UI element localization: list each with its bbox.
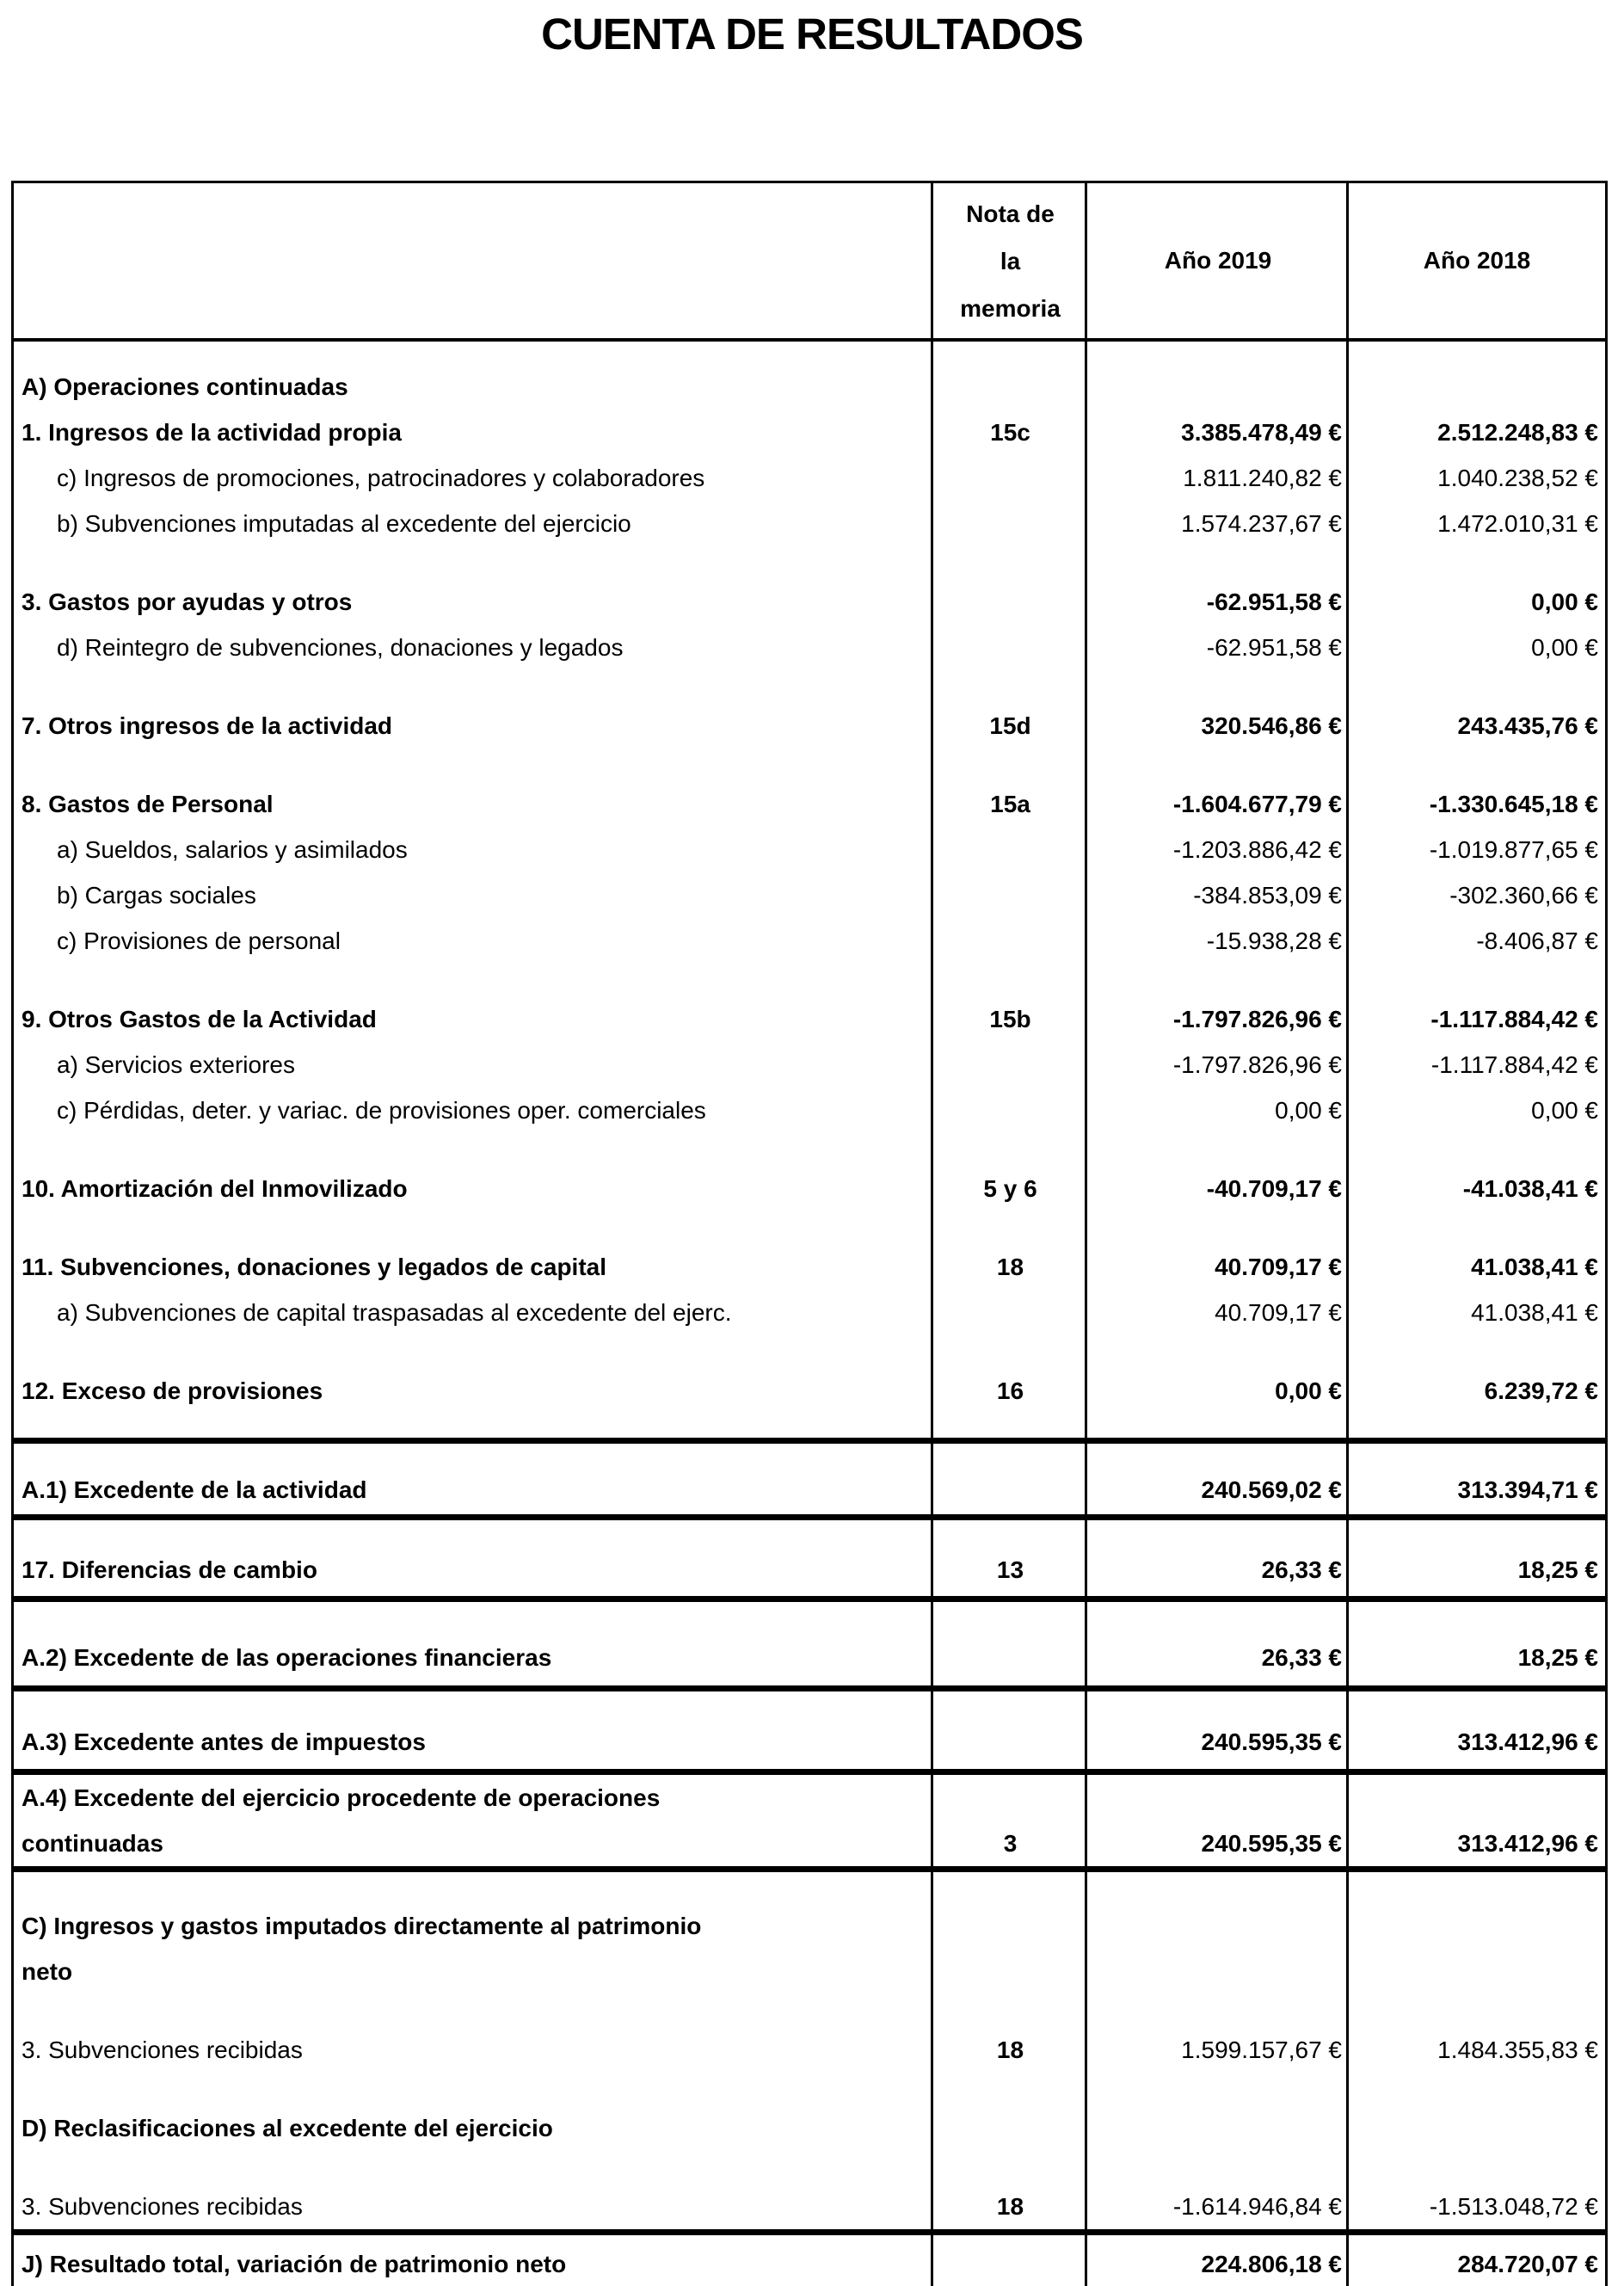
value-2019-cell: 320.546,86 € [1201, 712, 1342, 739]
value-2019-cell: -1.614.946,84 € [1172, 2192, 1342, 2220]
section-operaciones-continuadas [14, 342, 1605, 1444]
header-empty-cell [14, 183, 933, 338]
note-cell [933, 1635, 1087, 1680]
value-2019-cell: 0,00 € [1275, 1096, 1342, 1124]
row-label: a) Servicios exteriores [57, 1051, 295, 1078]
row-label: J) Resultado total, variación de patrimonio neto [22, 2250, 567, 2277]
table-row [14, 1290, 1605, 1335]
note-cell [933, 579, 1087, 625]
table-row [14, 1042, 1605, 1088]
row-label: a) Sueldos, salarios y asimilados [57, 835, 408, 863]
row-label: 1. Ingresos de la actividad propia [22, 418, 402, 446]
column-divider [1085, 1872, 1087, 2229]
table-row [14, 918, 1605, 964]
blank-row [14, 1211, 1605, 1244]
row-label: C) Ingresos y gastos imputados directamente al patrimonio [22, 1912, 702, 1939]
note-cell: 3 [1003, 1829, 1018, 1857]
row-label: b) Subvenciones imputadas al excedente del ejercicio [57, 509, 631, 537]
value-2019-cell: -62.951,58 € [1206, 633, 1342, 661]
note-cell: 15c [990, 418, 1030, 446]
column-divider [1346, 342, 1349, 1438]
row-label: A.2) Excedente de las operaciones financieras [22, 1643, 552, 1671]
note-cell: 15a [990, 790, 1030, 817]
column-divider [1346, 1872, 1349, 2229]
table-row [14, 1903, 1605, 1949]
column-divider [1085, 183, 1087, 338]
row-label: continuadas [22, 1829, 163, 1857]
value-2018-cell: 0,00 € [1531, 633, 1598, 661]
blank-row [14, 749, 1605, 781]
value-2018-cell: 243.435,76 € [1457, 712, 1598, 739]
table-row [14, 455, 1605, 501]
value-2019-cell: -384.853,09 € [1193, 881, 1342, 909]
column-divider [931, 1872, 933, 2229]
section-excedente-ejercicio [14, 1775, 1605, 1872]
column-divider [1346, 1691, 1349, 1769]
header-note-cell [933, 183, 1087, 338]
value-2019-cell: 240.569,02 € [1201, 1476, 1342, 1503]
value-2018-cell: -1.117.884,42 € [1430, 1051, 1598, 1078]
value-2018-cell: -302.360,66 € [1449, 881, 1598, 909]
row-label: A.4) Excedente del ejercicio procedente de operaciones [22, 1784, 661, 1811]
header-cells [14, 183, 1605, 338]
row-label: A) Operaciones continuadas [22, 373, 348, 400]
table-row [14, 2105, 1605, 2151]
note-cell [933, 1290, 1087, 1335]
table-row [14, 364, 1605, 410]
value-2019-cell [1087, 1903, 1349, 1949]
column-divider [931, 2235, 933, 2286]
row-label: c) Pérdidas, deter. y variac. de provisiones oper. comerciales [57, 1096, 706, 1124]
row-label: 3. Subvenciones recibidas [22, 2192, 303, 2220]
table-row [14, 872, 1605, 918]
value-2019-cell: 224.806,18 € [1201, 2250, 1342, 2277]
header-note-line: memoria [960, 294, 1061, 322]
column-divider [1346, 1444, 1349, 1514]
note-cell [933, 1042, 1087, 1088]
value-2019-cell [1087, 1775, 1349, 1821]
value-2019-cell [1087, 2105, 1349, 2151]
column-divider [931, 1520, 933, 1596]
note-cell: 5 y 6 [983, 1174, 1037, 1202]
column-divider [1346, 1520, 1349, 1596]
value-2018-cell: 0,00 € [1531, 1096, 1598, 1124]
table-row [14, 781, 1605, 827]
document-title: CUENTA DE RESULTADOS [541, 9, 1083, 59]
value-2018-cell: -1.019.877,65 € [1429, 835, 1598, 863]
table-row [14, 996, 1605, 1042]
value-2018-cell: -1.513.048,72 € [1429, 2192, 1598, 2220]
note-cell [933, 2241, 1087, 2286]
note-cell [933, 2105, 1087, 2151]
column-divider [931, 1691, 933, 1769]
value-2019-cell: -1.797.826,96 € [1172, 1051, 1342, 1078]
table-row [14, 2027, 1605, 2073]
value-2018-cell: 18,25 € [1517, 1556, 1598, 1583]
value-2019-cell [1087, 1949, 1349, 1994]
value-2018-cell: 313.412,96 € [1457, 1728, 1598, 1755]
table-row [14, 703, 1605, 749]
row-label: 3. Subvenciones recibidas [22, 2036, 303, 2063]
column-divider [1085, 1602, 1087, 1685]
value-2019-cell: -62.951,58 € [1206, 588, 1342, 615]
note-cell: 15b [989, 1005, 1031, 1032]
table-header-row [14, 183, 1605, 342]
column-divider [1346, 1775, 1349, 1866]
note-cell [933, 872, 1087, 918]
table-row [14, 625, 1605, 670]
column-divider [1085, 1444, 1087, 1514]
column-divider [1346, 1602, 1349, 1685]
row-label: d) Reintegro de subvenciones, donaciones y legados [57, 633, 624, 661]
value-2019-cell: 240.595,35 € [1201, 1728, 1342, 1755]
table-row [14, 1775, 1605, 1821]
blank-row [14, 1994, 1605, 2027]
row-label: 8. Gastos de Personal [22, 790, 274, 817]
section-excedente-operaciones-financieras [14, 1602, 1605, 1691]
value-2019-cell: 0,00 € [1275, 1377, 1342, 1404]
note-cell: 18 [996, 1253, 1024, 1280]
value-2018-cell: -8.406,87 € [1476, 927, 1598, 954]
row-label: c) Provisiones de personal [57, 927, 341, 954]
column-divider [1085, 1520, 1087, 1596]
note-cell [933, 1719, 1087, 1765]
row-label: b) Cargas sociales [57, 881, 256, 909]
table-row [14, 1244, 1605, 1290]
table-row [14, 2241, 1605, 2286]
value-2018-cell [1349, 1903, 1605, 1949]
note-cell: 18 [996, 2036, 1024, 2063]
note-cell [933, 827, 1087, 872]
column-divider [931, 342, 933, 1438]
section-excedente-antes-impuestos [14, 1691, 1605, 1775]
value-2018-cell: -1.330.645,18 € [1429, 790, 1598, 817]
value-2018-cell [1349, 364, 1605, 410]
column-divider [1085, 342, 1087, 1438]
table-row [14, 1166, 1605, 1211]
value-2019-cell [1087, 364, 1349, 410]
note-cell: 18 [996, 2192, 1024, 2220]
blank-row [14, 964, 1605, 996]
value-2019-cell: 1.811.240,82 € [1183, 464, 1342, 491]
table-row [14, 1821, 1605, 1866]
note-cell [933, 364, 1087, 410]
row-label: 11. Subvenciones, donaciones y legados de capital [22, 1253, 607, 1280]
value-2019-cell: 1.599.157,67 € [1181, 2036, 1342, 2063]
value-2019-cell: 26,33 € [1261, 1556, 1342, 1583]
value-2018-cell: 1.484.355,83 € [1437, 2036, 1598, 2063]
row-label: a) Subvenciones de capital traspasadas al excedente del ejerc. [57, 1298, 732, 1326]
note-cell [933, 1088, 1087, 1133]
blank-row [14, 546, 1605, 579]
table-row [14, 501, 1605, 546]
value-2019-cell: -1.203.886,42 € [1172, 835, 1342, 863]
value-2018-cell: 0,00 € [1531, 588, 1598, 615]
value-2019-cell: -1.604.677,79 € [1172, 790, 1342, 817]
value-2019-cell: 26,33 € [1261, 1643, 1342, 1671]
note-cell [933, 1903, 1087, 1949]
value-2018-cell: 284.720,07 € [1457, 2250, 1598, 2277]
value-2018-cell [1349, 2105, 1605, 2151]
value-2018-cell: 313.412,96 € [1457, 1829, 1598, 1857]
note-cell [933, 918, 1087, 964]
table-row [14, 1088, 1605, 1133]
value-2019-cell: 1.574.237,67 € [1181, 509, 1342, 537]
value-2018-cell: -41.038,41 € [1462, 1174, 1598, 1202]
value-2018-cell: 41.038,41 € [1471, 1298, 1598, 1326]
value-2018-cell: 313.394,71 € [1457, 1476, 1598, 1503]
row-label: A.1) Excedente de la actividad [22, 1476, 367, 1503]
value-2018-cell: 1.472.010,31 € [1437, 509, 1598, 537]
column-divider [931, 1444, 933, 1514]
blank-row [14, 1133, 1605, 1166]
header-note-line: la [1000, 247, 1021, 274]
note-cell: 13 [996, 1556, 1024, 1583]
section-diferencias-cambio [14, 1520, 1605, 1602]
value-2018-cell: 2.512.248,83 € [1437, 418, 1598, 446]
header-note-line: Nota de [966, 200, 1055, 227]
section-excedente-actividad [14, 1444, 1605, 1520]
row-label: 3. Gastos por ayudas y otros [22, 588, 353, 615]
table-row [14, 579, 1605, 625]
row-label: neto [22, 1957, 73, 1985]
table-row [14, 2184, 1605, 2229]
column-divider [1085, 1691, 1087, 1769]
column-divider [931, 183, 933, 338]
table-row [14, 1467, 1605, 1513]
value-2018-cell: 1.040.238,52 € [1437, 464, 1598, 491]
value-2018-cell [1349, 1949, 1605, 1994]
value-2018-cell: 41.038,41 € [1471, 1253, 1598, 1280]
value-2018-cell: 6.239,72 € [1484, 1377, 1598, 1404]
blank-row [14, 2073, 1605, 2105]
table-row [14, 827, 1605, 872]
note-cell [933, 1949, 1087, 1994]
note-cell: 16 [996, 1377, 1024, 1404]
header-year-2018-cell: Año 2018 [1423, 247, 1531, 274]
note-cell [933, 455, 1087, 501]
value-2018-cell [1349, 1775, 1605, 1821]
table-row [14, 1635, 1605, 1680]
note-cell [933, 625, 1087, 670]
table-row [14, 1368, 1605, 1414]
note-cell [933, 1467, 1087, 1513]
value-2018-cell: -1.117.884,42 € [1430, 1005, 1598, 1032]
row-label: A.3) Excedente antes de impuestos [22, 1728, 426, 1755]
column-divider [1085, 1775, 1087, 1866]
value-2019-cell: -15.938,28 € [1206, 927, 1342, 954]
blank-row [14, 670, 1605, 703]
section-patrimonio-neto-reclasificaciones [14, 1872, 1605, 2235]
table-row [14, 410, 1605, 455]
value-2019-cell: -40.709,17 € [1206, 1174, 1342, 1202]
row-label: c) Ingresos de promociones, patrocinadores y colaboradores [57, 464, 705, 491]
blank-row [14, 2151, 1605, 2184]
table-row [14, 1547, 1605, 1593]
header-year-2019-cell: Año 2019 [1164, 247, 1272, 274]
value-2019-cell: 40.709,17 € [1215, 1253, 1342, 1280]
value-2019-cell: 240.595,35 € [1201, 1829, 1342, 1857]
value-2019-cell: -1.797.826,96 € [1172, 1005, 1342, 1032]
note-cell [933, 501, 1087, 546]
column-divider [931, 1602, 933, 1685]
section-resultado-total [14, 2235, 1605, 2286]
value-2019-cell: 40.709,17 € [1215, 1298, 1342, 1326]
row-label: 7. Otros ingresos de la actividad [22, 712, 393, 739]
value-2018-cell: 18,25 € [1517, 1643, 1598, 1671]
column-divider [1346, 183, 1349, 338]
note-cell: 15d [989, 712, 1031, 739]
row-label: 9. Otros Gastos de la Actividad [22, 1005, 377, 1032]
table-row [14, 1719, 1605, 1765]
results-table [11, 181, 1608, 2286]
column-divider [931, 1775, 933, 1866]
table-row [14, 1949, 1605, 1994]
blank-row [14, 1335, 1605, 1368]
value-2019-cell: 3.385.478,49 € [1181, 418, 1342, 446]
row-label: 17. Diferencias de cambio [22, 1556, 317, 1583]
row-label: 12. Exceso de provisiones [22, 1377, 323, 1404]
column-divider [1085, 2235, 1087, 2286]
note-cell [933, 1775, 1087, 1821]
row-label: 10. Amortización del Inmovilizado [22, 1174, 408, 1202]
row-label: D) Reclasificaciones al excedente del ejercicio [22, 2114, 553, 2141]
column-divider [1346, 2235, 1349, 2286]
